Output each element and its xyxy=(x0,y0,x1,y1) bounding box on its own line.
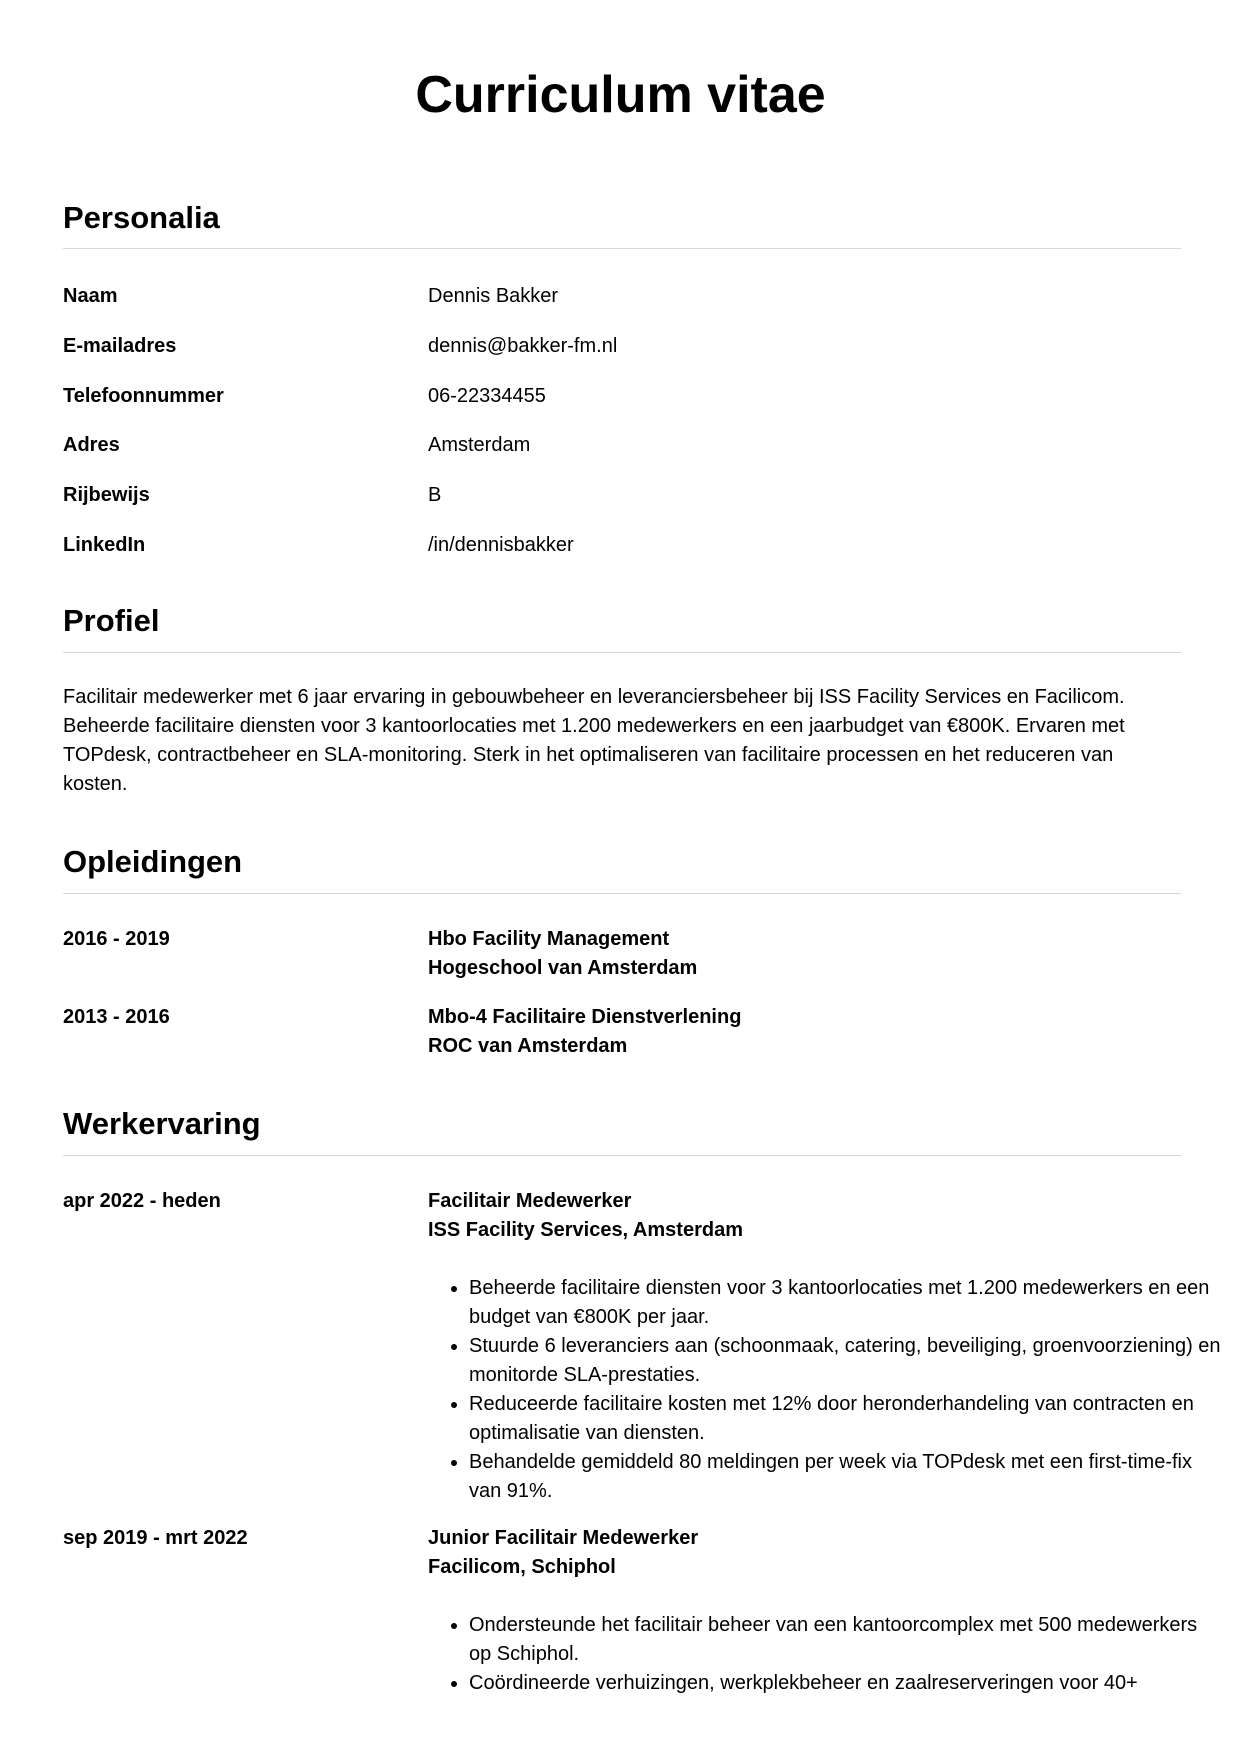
education-period: 2013 - 2016 xyxy=(63,1006,170,1028)
field-value: /in/dennisbakker xyxy=(428,534,574,556)
field-label: Rijbewijs xyxy=(63,484,150,506)
field-value: 06-22334455 xyxy=(428,385,546,407)
job-role: Junior Facilitair Medewerker xyxy=(428,1527,699,1549)
section-heading: Profiel xyxy=(63,603,160,638)
section-werkervaring xyxy=(63,1104,1181,1144)
education-degree: Hbo Facility Management xyxy=(428,928,670,950)
field-value: B xyxy=(428,484,442,506)
section-personalia xyxy=(63,198,1181,238)
list-item: • Behandelde gemiddeld 80 meldingen per week via TOPdesk met een first-time-fix van 91%. xyxy=(469,1448,1222,1506)
list-item: • Reduceerde facilitaire kosten met 12% door heronderhandeling van contracten en optimalisatie van diensten. xyxy=(469,1390,1222,1448)
education-school: Hogeschool van Amsterdam xyxy=(428,957,698,979)
section-heading: Werkervaring xyxy=(63,1106,261,1141)
profile-text: Facilitair medewerker met 6 jaar ervaring in gebouwbeheer en leveranciersbeheer bij ISS Facility Services en Facilicom. Beheerde facilitaire diensten voor 3 kantoorlocaties met 1.200 medewerkers en een jaarbudget van €800K. Ervaren met TOPdesk, contractbeheer en SLA-monitoring. Sterk in het optimaliseren van facilitaire processen en het reduceren van kosten. xyxy=(63,686,1125,795)
field-label: E-mailadres xyxy=(63,335,177,357)
job-period: sep 2019 - mrt 2022 xyxy=(63,1527,248,1549)
job-period: apr 2022 - heden xyxy=(63,1190,221,1212)
job-bullet-list xyxy=(428,1611,1222,1698)
section-profiel xyxy=(63,601,1181,641)
education-period: 2016 - 2019 xyxy=(63,928,170,950)
education-school: ROC van Amsterdam xyxy=(428,1035,628,1057)
field-value: dennis@bakker-fm.nl xyxy=(428,335,618,357)
section-heading: Personalia xyxy=(63,200,220,235)
job-company: ISS Facility Services, Amsterdam xyxy=(428,1219,743,1241)
field-label: Adres xyxy=(63,434,120,456)
list-item: • Beheerde facilitaire diensten voor 3 kantoorlocaties met 1.200 medewerkers en een budget van €800K per jaar. xyxy=(469,1274,1222,1332)
field-value: Amsterdam xyxy=(428,434,531,456)
field-label: LinkedIn xyxy=(63,534,146,556)
field-value: Dennis Bakker xyxy=(428,285,559,307)
list-item: • Stuurde 6 leveranciers aan (schoonmaak, catering, beveiliging, groenvoorziening) en monitorde SLA-prestaties. xyxy=(469,1332,1222,1390)
job-role: Facilitair Medewerker xyxy=(428,1190,632,1212)
field-label: Telefoonnummer xyxy=(63,385,224,407)
section-heading: Opleidingen xyxy=(63,844,243,879)
document-title: Curriculum vitae xyxy=(415,66,826,124)
list-item: • Coördineerde verhuizingen, werkplekbeheer en zaalreserveringen voor 40+ xyxy=(469,1669,1222,1698)
list-item: • Ondersteunde het facilitair beheer van een kantoorcomplex met 500 medewerkers op Schiphol. xyxy=(469,1611,1222,1669)
section-opleidingen xyxy=(63,842,1181,882)
job-bullet-list xyxy=(428,1274,1222,1506)
education-degree: Mbo-4 Facilitaire Dienstverlening xyxy=(428,1006,742,1028)
field-label: Naam xyxy=(63,285,118,307)
job-company: Facilicom, Schiphol xyxy=(428,1556,616,1578)
